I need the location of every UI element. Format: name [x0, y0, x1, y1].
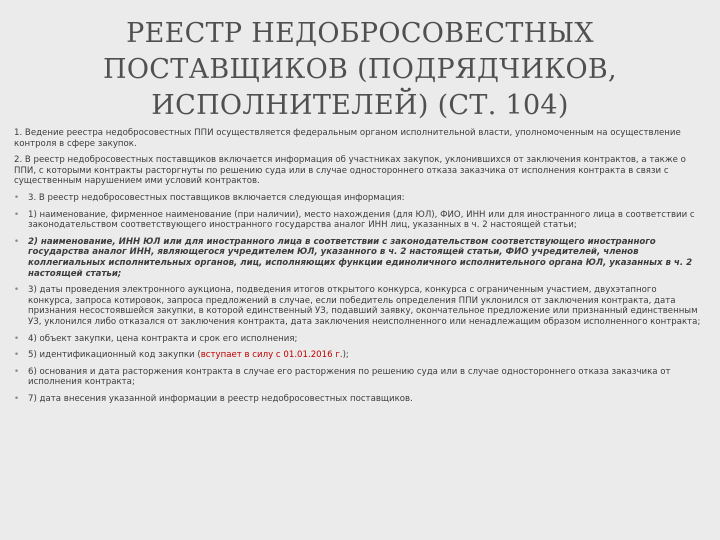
bullet-icon: •	[14, 285, 20, 296]
list-item	[14, 334, 702, 345]
bullet-icon: •	[14, 350, 20, 361]
bullet-icon: •	[14, 236, 20, 247]
item-5-effective-date: вступает в силу с 01.01.2016 г.	[200, 350, 343, 361]
item-7: 7) дата внесения указанной информации в реестр недобросовестных поставщиков.	[28, 393, 413, 404]
title-line-2: ПОСТАВЩИКОВ (ПОДРЯДЧИКОВ,	[103, 54, 617, 85]
bullet-icon: •	[14, 209, 20, 220]
slide-title	[60, 16, 660, 124]
item-6: 6) основания и дата расторжения контракта в случае его расторжения по решению суда или в случае одностороннего отказа заказчика от исполнения контракта;	[28, 366, 671, 388]
list-item	[14, 237, 702, 279]
slide-body	[14, 128, 702, 410]
title-line-3: ИСПОЛНИТЕЛЕЙ) (СТ. 104)	[151, 90, 569, 121]
list-item	[14, 285, 702, 327]
list-item	[14, 350, 702, 361]
item-5-suffix: );	[342, 350, 349, 361]
item-1: 1) наименование, фирменное наименование (при наличии), место нахождения (для ЮЛ), ФИО, ИНН или для иностранного лица в соответствии с законодательством соответствующего иностранного государства аналог ИНН лиц, указанных в ч. 2 настоящей статьи;	[28, 209, 695, 231]
list-item	[14, 367, 702, 388]
item-3: 3) даты проведения электронного аукциона, подведения итогов открытого конкурса, конкурса с ограниченным участием, двухэтапного конкурса, запроса котировок, запроса предложений в случае, если победитель определения ППИ уклонился от заключения контракта, дата признания несостоявшейся закупки, в которой единственный УЗ, подавший заявку, окончательное предложение или признанный единственным УЗ, уклонился либо отказался от заключения контракта, дата заключения неисполненного или ненадлежащим образом исполненного контракта;	[28, 285, 701, 327]
item-4: 4) объект закупки, цена контракта и срок его исполнения;	[28, 333, 298, 344]
item-5-prefix: 5) идентификационный код закупки (	[28, 350, 201, 361]
bullet-icon: •	[14, 366, 20, 377]
bullet-icon: •	[14, 393, 20, 404]
list-item	[14, 193, 702, 204]
paragraph-2: 2. В реестр недобросовестных поставщиков включается информация об участниках закупок, уклонившихся от заключения контрактов, а также о ППИ, с которыми контракты расторгнуты по решению суда или в случае одностороннего отказа заказчика от исполнения контракта в связи с существенным нарушением ими условий контрактов.	[14, 155, 686, 187]
list-item	[14, 394, 702, 405]
item-2: 2) наименование, ИНН ЮЛ или для иностранного лица в соответствии с законодательством соответствующего иностранного государства аналог ИНН, являющегося учредителем ЮЛ, указанного в ч. 2 настоящей статьи, ФИО учредителей, членов коллегиальных исполнительных органов, лиц, исполняющих функции единоличного исполнительного органа ЮЛ, указанных в ч. 2 настоящей статьи;	[28, 236, 693, 279]
title-line-1: РЕЕСТР НЕДОБРОСОВЕСТНЫХ	[126, 18, 594, 49]
bullet-icon: •	[14, 192, 20, 203]
list-item	[14, 210, 702, 231]
item-3-heading: 3. В реестр недобросовестных поставщиков включается следующая информация:	[28, 192, 405, 203]
paragraph-1: 1. Ведение реестра недобросовестных ППИ осуществляется федеральным органом исполнительной власти, уполномоченным на осуществление контроля в сфере закупок.	[14, 128, 681, 149]
bullet-icon: •	[14, 333, 20, 344]
